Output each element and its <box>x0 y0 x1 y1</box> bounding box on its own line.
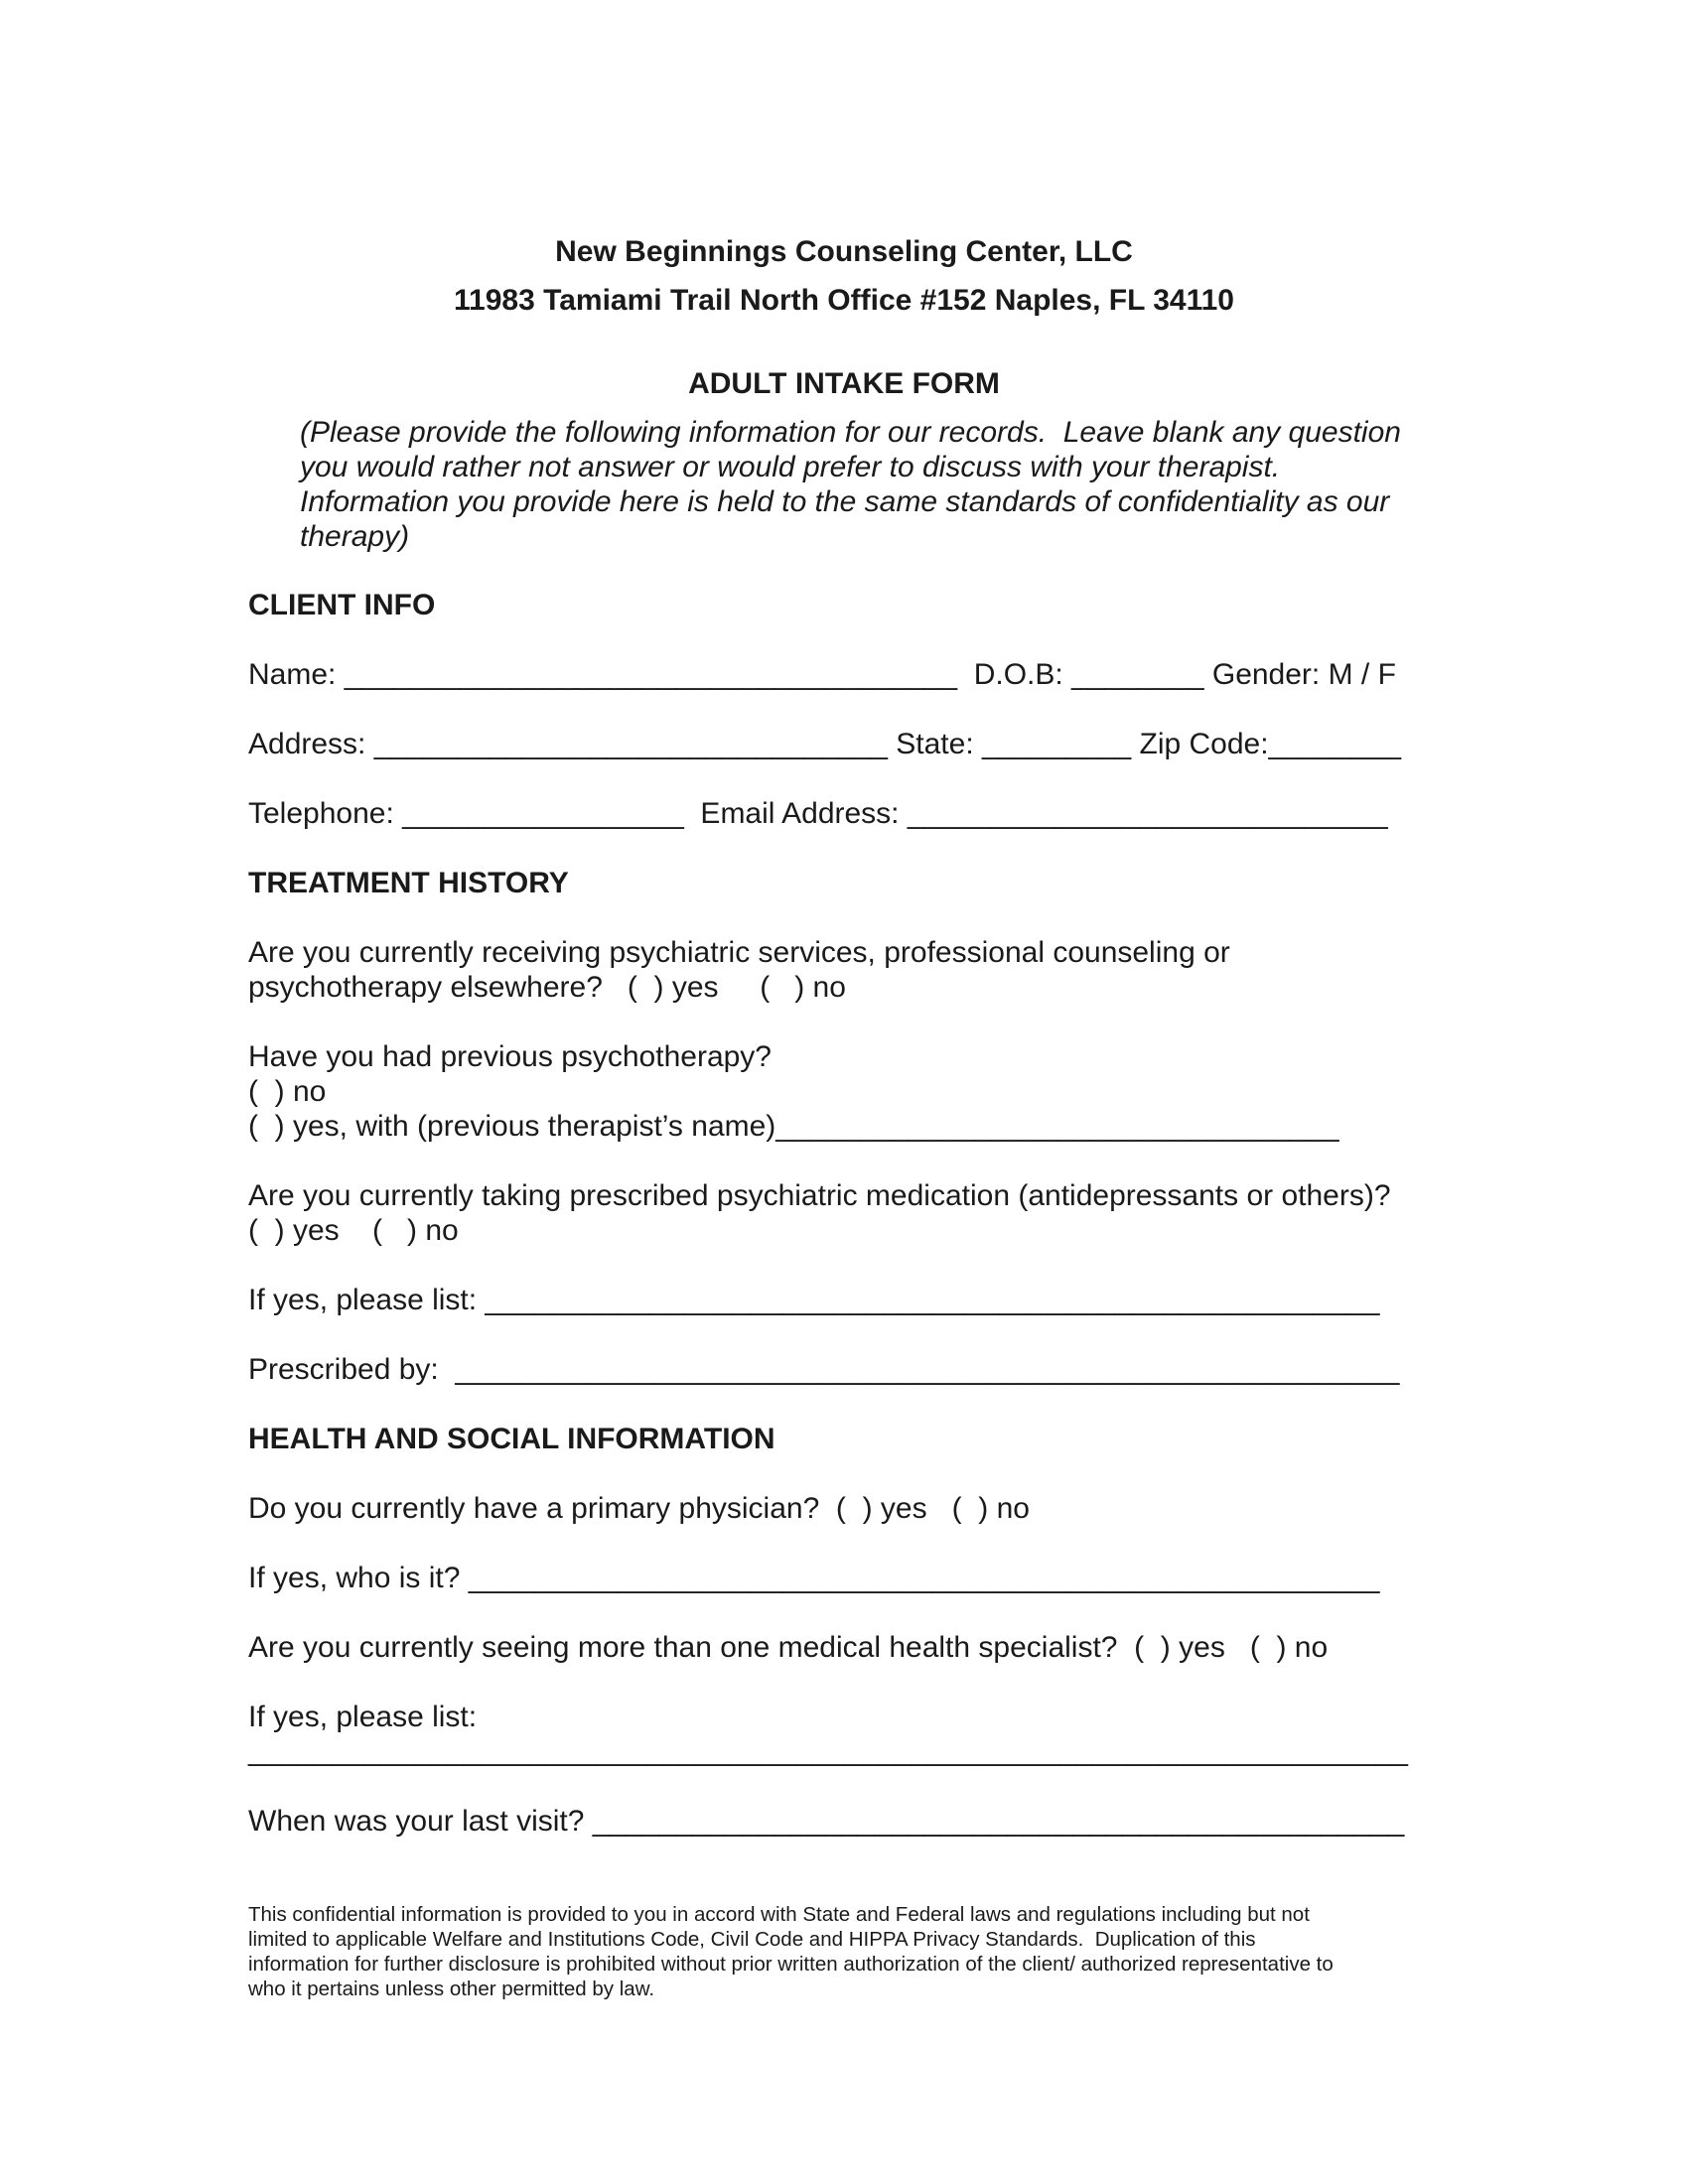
intro-line-1: (Please provide the following information for our records. Leave blank any question <box>300 416 1401 449</box>
health-social-heading: HEALTH AND SOCIAL INFORMATION <box>248 1423 775 1455</box>
previous-psychotherapy-question: Have you had previous psychotherapy? <box>248 1040 772 1073</box>
footer-line-1: This confidential information is provided to you in accord with State and Federal laws and regulations including but not <box>248 1903 1310 1926</box>
footer-line-2: limited to applicable Welfare and Institutions Code, Civil Code and HIPPA Privacy Standards. Duplication of this <box>248 1928 1256 1951</box>
psychiatric-services-options[interactable]: psychotherapy elsewhere? ( ) yes ( ) no <box>248 971 846 1004</box>
last-visit-field[interactable]: When was your last visit? _________________________________________________ <box>248 1805 1405 1838</box>
org-name: New Beginnings Counseling Center, LLC <box>555 235 1133 268</box>
name-dob-gender-field[interactable]: Name: _____________________________________ D.O.B: ________ Gender: M / F <box>248 658 1396 691</box>
medication-options[interactable]: ( ) yes ( ) no <box>248 1214 459 1247</box>
primary-physician-question[interactable]: Do you currently have a primary physician? ( ) yes ( ) no <box>248 1492 1030 1525</box>
previous-therapist-field[interactable]: ( ) yes, with (previous therapist’s name)__________________________________ <box>248 1110 1339 1143</box>
specialist-question[interactable]: Are you currently seeing more than one medical health specialist? ( ) yes ( ) no <box>248 1631 1329 1664</box>
previous-psychotherapy-no-option[interactable]: ( ) no <box>248 1075 327 1108</box>
intro-line-3: Information you provide here is held to the same standards of confidentiality as our <box>300 485 1390 518</box>
intro-line-2: you would rather not answer or would prefer to discuss with your therapist. <box>300 451 1281 483</box>
psychiatric-services-question: Are you currently receiving psychiatric services, professional counseling or <box>248 936 1230 969</box>
address-state-zip-field[interactable]: Address: _______________________________ State: _________ Zip Code:________ <box>248 728 1402 760</box>
medication-question: Are you currently taking prescribed psychiatric medication (antidepressants or others)? <box>248 1179 1391 1212</box>
treatment-history-heading: TREATMENT HISTORY <box>248 867 569 899</box>
client-info-heading: CLIENT INFO <box>248 589 436 621</box>
specialist-list-field[interactable]: ______________________________________________________________________ <box>248 1734 1408 1767</box>
physician-name-field[interactable]: If yes, who is it? _______________________________________________________ <box>248 1562 1380 1594</box>
specialist-list-label: If yes, please list: <box>248 1701 478 1733</box>
telephone-email-field[interactable]: Telephone: _________________ Email Address: _____________________________ <box>248 797 1388 830</box>
form-title: ADULT INTAKE FORM <box>688 367 1000 400</box>
org-address: 11983 Tamiami Trail North Office #152 Naples, FL 34110 <box>454 284 1234 317</box>
footer-line-4: who it pertains unless other permitted by law. <box>248 1978 655 2000</box>
prescribed-by-field[interactable]: Prescribed by: _________________________________________________________ <box>248 1353 1400 1386</box>
medication-list-field[interactable]: If yes, please list: ______________________________________________________ <box>248 1284 1380 1316</box>
footer-line-3: information for further disclosure is prohibited without prior written authorization of the client/ authorized representative to <box>248 1953 1334 1976</box>
intro-line-4: therapy) <box>300 520 410 553</box>
